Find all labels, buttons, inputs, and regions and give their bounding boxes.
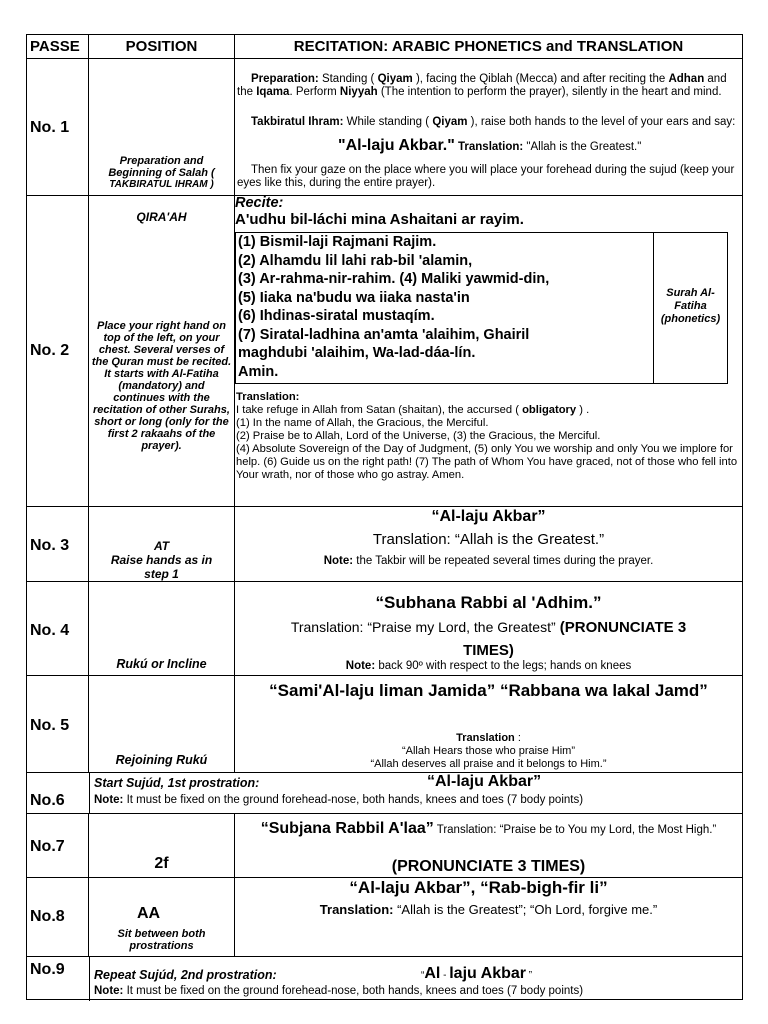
step-number: No. 2 xyxy=(30,342,70,359)
step-number: No. 4 xyxy=(30,622,70,639)
dhikr-line: “Subjana Rabbil A'laa” Translation: “Praise be to You my Lord, the Most High.” xyxy=(260,820,717,837)
table-row-2 xyxy=(27,196,742,507)
position-label: 2f xyxy=(154,855,169,872)
note-text: Note: It must be fixed on the ground forehead-nose, both hands, knees and toes (7 body points) xyxy=(94,985,584,997)
fatiha-verses xyxy=(238,233,648,381)
salah-table xyxy=(26,34,743,1000)
fatiha-line: Amin. xyxy=(238,363,279,380)
step-number: No.8 xyxy=(30,908,65,925)
position-label: Rejoining Rukú xyxy=(115,753,208,767)
fatiha-line: maghdubi 'alaihim, Wa-lad-dáa-lín. xyxy=(238,345,476,361)
position-label: Preparation and Beginning of Salah ( TAKBIRATUL IHRAM ) xyxy=(108,155,215,190)
translation-text: Translation: “Allah is the Greatest.” xyxy=(372,531,605,548)
dhikr-title: “Subhana Rabbi al 'Adhim.” xyxy=(375,593,602,612)
header-recitation: RECITATION: ARABIC PHONETICS and TRANSLATION xyxy=(293,38,684,55)
step-number: No. 3 xyxy=(30,537,70,554)
fatiha-line: (2) Alhamdu lil lahi rab-bil 'alamin, xyxy=(238,252,473,269)
fatiha-box xyxy=(235,232,728,384)
surah-label: Surah Al-Fatiha (phonetics) xyxy=(660,287,721,325)
translation-text: Translation: “Praise my Lord, the Greatest” (PRONUNCIATE 3 TIMES) xyxy=(290,619,687,659)
table-row-1 xyxy=(27,59,742,196)
audhu-text: A'udhu bil-láchi mina Ashaitani ar rayim. xyxy=(235,211,524,228)
repeat-sujud-label: Repeat Sujúd, 2nd prostration: xyxy=(94,968,277,982)
preparation-paragraph: Preparation: Standing ( Qiyam ), facing the Qiblah (Mecca) and after reciting the Adhan and the Iqama. Perform Niyyah (The intention to perform the prayer), silently in the heart and mind. xyxy=(237,73,727,98)
note-text: Note: It must be fixed on the ground forehead-nose, both hands, knees and toes (7 body points) xyxy=(94,794,584,806)
position-label: AT Raise hands as in step 1 xyxy=(110,539,213,581)
table-row-3 xyxy=(27,507,742,582)
table-row-4 xyxy=(27,582,742,676)
fatiha-line: (6) Ihdinas-siratal mustaqím. xyxy=(238,308,435,324)
fatiha-translation: Translation: I take refuge in Allah from Satan (shaitan), the accursed ( obligatory ) . (1) In the name of Allah, the Gracious, the Merciful. (2) Praise be to Allah, Lord of the Universe, (3) the Gracious, the Merciful. (4) Absolute Sovereign of the Day of Judgment, (5) only You we worship and only You we implore for help. (6) Guide us on the right path! (7) The path of Whom You have graced, not of those who fell into Your wrath, nor of those who go astray. Amen. xyxy=(236,391,738,481)
fatiha-line: (1) Bismil-laji Rajmani Rajim. xyxy=(238,234,437,250)
table-row-9 xyxy=(27,957,742,1001)
translation-text: Translation: “Allah is the Greatest”; “Oh Lord, forgive me.” xyxy=(319,902,658,917)
header-position: POSITION xyxy=(125,38,198,55)
translation-block: Translation : “Allah Hears those who praise Him” “Allah deserves all praise and it belongs to Him.” xyxy=(370,732,607,770)
takbiratul-paragraph: Takbiratul Ihram: While standing ( Qiyam ), raise both hands to the level of your ears and say: xyxy=(251,116,736,128)
step-number: No.6 xyxy=(30,792,65,809)
step-number: No. 1 xyxy=(30,119,70,136)
fatiha-line: (7) Siratal-ladhina an'amta 'alaihim, Ghairil xyxy=(238,326,530,343)
table-row-5 xyxy=(27,676,742,773)
note-text: Note: back 90º with respect to the legs; hands on knees xyxy=(345,660,632,672)
fatiha-line: (3) Ar-rahma-nir-rahim. (4) Maliki yawmid-din, xyxy=(238,271,550,287)
note-text: Note: the Takbir will be repeated several times during the prayer. xyxy=(323,555,654,567)
pronunciate-note: (PRONUNCIATE 3 TIMES) xyxy=(391,858,586,875)
start-sujud-label: Start Sujúd, 1st prostration: xyxy=(94,776,260,790)
takbir-title: “Al-laju Akbar” xyxy=(431,508,546,525)
gaze-paragraph: Then fix your gaze on the place where you will place your forehead during the sujud (keep your eyes like this, during the entire prayer). xyxy=(237,164,735,189)
dhikr-title: “Sami'Al-laju liman Jamida” “Rabbana wa lakal Jamd” xyxy=(269,681,708,700)
table-row-7 xyxy=(27,814,742,878)
dhikr-title: “Al-laju Akbar”, “Rab-bigh-fir li” xyxy=(349,878,608,897)
step-number: No.9 xyxy=(30,961,65,978)
header-passe: PASSE xyxy=(30,38,80,55)
table-row-6 xyxy=(27,773,742,814)
position-label: Place your right hand on top of the left, on your chest. Several verses of the Quran must be recited. It starts with Al-Fatiha (mandatory) and continues with the recitation of other Surahs, short or long (only for the first 2 rakaahs of the prayer). xyxy=(91,320,232,452)
position-mark: AA xyxy=(136,905,161,922)
takbir-title: “Al-laju Akbar” xyxy=(427,773,542,790)
table-header-row xyxy=(27,35,742,59)
fatiha-line: (5) Iiaka na'budu wa iiaka nasta'in xyxy=(238,289,470,306)
step-number: No.7 xyxy=(30,838,65,855)
position-label: Sit between both prostrations xyxy=(117,928,206,952)
recite-label: Recite: xyxy=(235,195,284,211)
step-number: No. 5 xyxy=(30,717,70,734)
qiraah-label: QIRA'AH xyxy=(136,210,187,224)
table-row-8 xyxy=(27,878,742,957)
takbir-title: “Al - laju Akbar ” xyxy=(421,965,533,982)
position-label: Rukú or Incline xyxy=(116,657,207,671)
takbir-line: "Al-laju Akbar." Translation: "Allah is the Greatest." xyxy=(338,137,642,154)
